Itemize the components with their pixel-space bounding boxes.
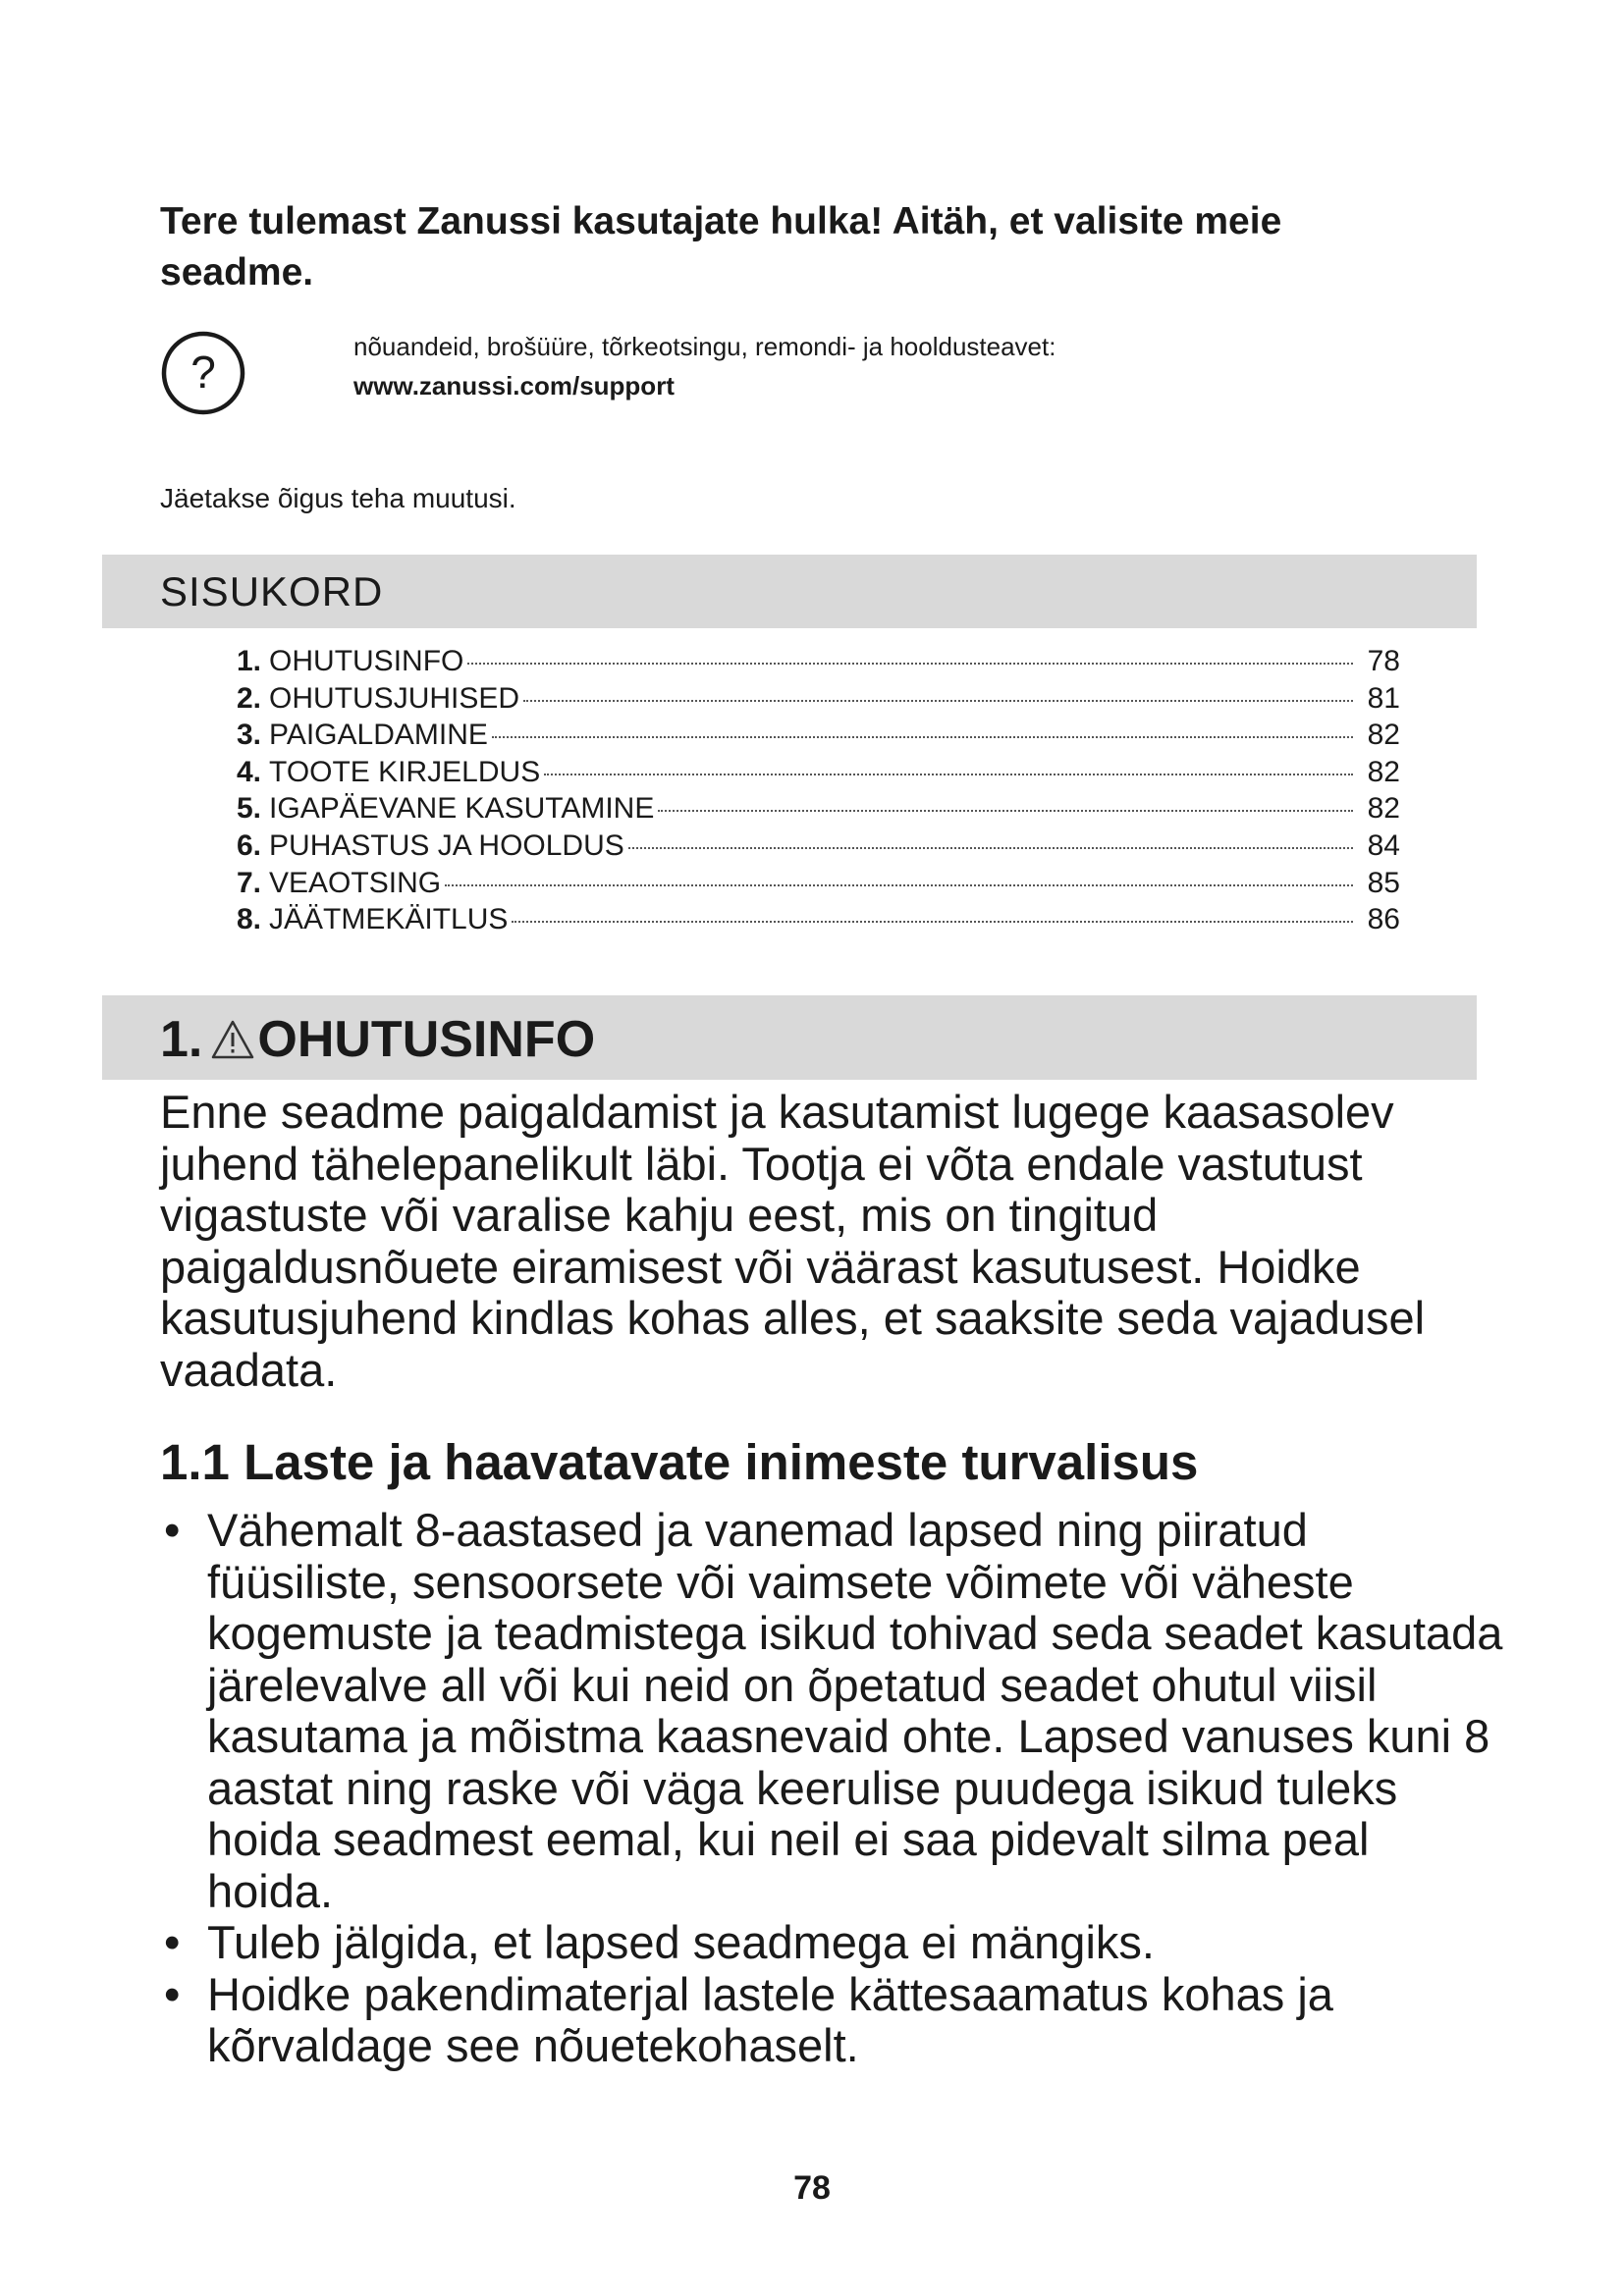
- toc-dot-leader: [544, 774, 1353, 775]
- toc-item-label: JÄÄTMEKÄITLUS: [269, 903, 509, 936]
- toc-item-number: 2.: [237, 681, 262, 715]
- toc-item[interactable]: [237, 754, 1400, 791]
- support-description: nõuandeid, brošüüre, tõrkeotsingu, remondi- ja hooldusteavet:: [353, 332, 1056, 361]
- bullet-text: Vähemalt 8-aastased ja vanemad lapsed ning piiratud füüsiliste, sensoorsete või vaimsete võimete või väheste kogemuste ja teadmistega isikud tohivad seda seadet kasutada järelevalve all või kui neid on õpetatud seadet ohutul viisil kasutama ja mõistma kaasnevaid ohte. Lapsed vanuses kuni 8 aastat ning raske või väga keerulise puudega isikud tuleks hoida seadmest eemal, kui neil ei saa pidevalt silma peal hoida.: [207, 1504, 1503, 1917]
- list-item: [160, 1969, 1505, 2072]
- toc-item-number: 3.: [237, 719, 262, 752]
- toc-item-number: 1.: [237, 645, 262, 677]
- bullet-marker: •: [164, 1916, 181, 1968]
- toc-item-page: 82: [1367, 755, 1400, 788]
- bullet-marker: •: [164, 1504, 181, 1556]
- toc-item-number: 5.: [237, 792, 262, 826]
- toc-item[interactable]: [237, 790, 1400, 828]
- table-of-contents: [237, 643, 1400, 938]
- toc-item-page: 82: [1367, 719, 1400, 752]
- toc-item-label: PAIGALDAMINE: [269, 719, 488, 752]
- toc-item-label: OHUTUSJUHISED: [269, 681, 520, 715]
- toc-item-number: 6.: [237, 828, 262, 862]
- toc-dot-leader: [512, 921, 1353, 923]
- toc-item[interactable]: [237, 717, 1400, 754]
- toc-item-number: 7.: [237, 866, 262, 899]
- toc-item-page: 84: [1367, 828, 1400, 862]
- toc-dot-leader: [628, 847, 1353, 849]
- toc-item-number: 8.: [237, 903, 262, 936]
- warning-triangle-icon: [210, 1019, 255, 1060]
- section-title: [160, 1006, 595, 1073]
- toc-item[interactable]: [237, 828, 1400, 865]
- svg-text:?: ?: [190, 347, 216, 398]
- toc-item-label: PUHASTUS JA HOOLDUS: [269, 828, 624, 862]
- toc-item-number: 4.: [237, 755, 262, 788]
- toc-item-label: IGAPÄEVANE KASUTAMINE: [269, 792, 655, 826]
- bullet-text: Hoidke pakendimaterjal lastele kättesaamatus kohas ja kõrvaldage see nõuetekohaselt.: [207, 1967, 1333, 2071]
- toc-item[interactable]: [237, 680, 1400, 718]
- section-title-text: OHUTUSINFO: [257, 1011, 596, 1068]
- support-url-link[interactable]: www.zanussi.com/support: [353, 371, 675, 400]
- bullet-marker: •: [164, 1967, 181, 2020]
- toc-item-page: 82: [1367, 792, 1400, 826]
- toc-item-page: 78: [1367, 645, 1400, 677]
- list-item: [160, 1505, 1505, 1917]
- welcome-heading: Tere tulemast Zanussi kasutajate hulka! Aitäh, et valisite meie seadme.: [160, 200, 1282, 294]
- toc-item[interactable]: [237, 901, 1400, 938]
- toc-dot-leader: [523, 700, 1353, 702]
- toc-item[interactable]: [237, 865, 1400, 902]
- toc-dot-leader: [658, 810, 1353, 812]
- bullet-text: Tuleb jälgida, et lapsed seadmega ei mängiks.: [207, 1916, 1155, 1968]
- support-info: [353, 327, 1056, 405]
- section-intro: Enne seadme paigaldamist ja kasutamist lugege kaasasolev juhend tähelepanelikult läbi. Tootja ei võta endale vastutust vigastuste või varalise kahju eest, mis on tingitud paigaldusnõuete eiramisest või väärast kasutusest. Hoidke kasutusjuhend kindlas kohas alles, et saaksite seda vajadusel vaadata.: [160, 1086, 1426, 1396]
- toc-item-page: 81: [1367, 681, 1400, 715]
- rights-notice: Jäetakse õigus teha muutusi.: [160, 483, 516, 513]
- section-number: 1.: [160, 1011, 203, 1068]
- toc-dot-leader: [445, 884, 1353, 886]
- toc-dot-leader: [492, 736, 1353, 738]
- list-item: [160, 1917, 1505, 1969]
- question-circle-icon: [160, 330, 246, 416]
- toc-title: SISUKORD: [160, 568, 384, 614]
- page-number: 78: [793, 2169, 831, 2207]
- toc-dot-leader: [467, 663, 1353, 665]
- toc-item-label: OHUTUSINFO: [269, 645, 464, 677]
- toc-item[interactable]: [237, 643, 1400, 680]
- safety-bullet-list: [160, 1505, 1505, 2072]
- toc-item-page: 85: [1367, 866, 1400, 899]
- toc-item-page: 86: [1367, 903, 1400, 936]
- subsection-title: 1.1 Laste ja haavatavate inimeste turvalisus: [160, 1434, 1199, 1490]
- toc-item-label: VEAOTSING: [269, 866, 442, 899]
- toc-item-label: TOOTE KIRJELDUS: [269, 755, 541, 788]
